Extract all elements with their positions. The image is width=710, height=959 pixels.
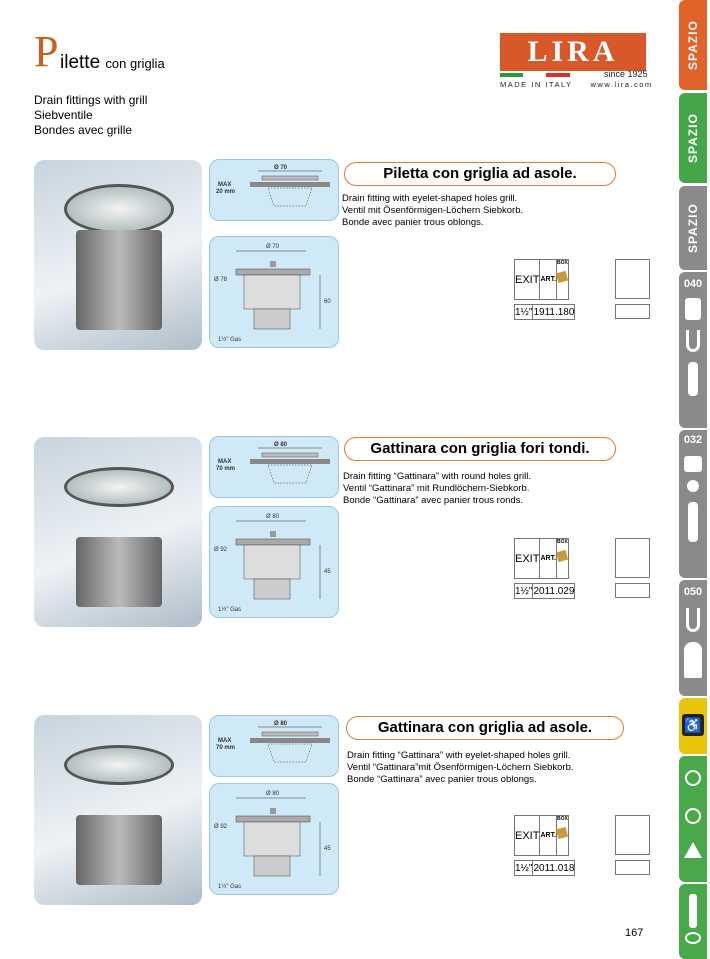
- lira-logo: [500, 33, 652, 93]
- dim-diameter-side: Ø 78: [214, 277, 228, 283]
- dim-height: 45: [324, 569, 331, 575]
- title-initial: P: [34, 27, 59, 76]
- page-title-main: ilette: [60, 52, 101, 73]
- product-title: Piletta con griglia ad asole.: [344, 162, 616, 186]
- dim-gas-thread: 1½" Gas: [218, 607, 242, 613]
- box-label: BOX: [557, 539, 568, 545]
- max-label: MAX: [218, 182, 232, 188]
- page-number: 167: [625, 927, 644, 939]
- product-description: [342, 193, 523, 229]
- desc-fr: Bonde avec panier trous oblongs.: [342, 217, 484, 228]
- bottle-trap-icon: [688, 362, 698, 396]
- install-diagram-svg: [210, 437, 338, 499]
- desc-de: Ventil “Gattinara”mit Ösenförmigen-Löchern Siebkorb.: [347, 762, 574, 773]
- sidebar-code: 040: [683, 278, 703, 290]
- basin-icon: [685, 298, 701, 320]
- install-diagram: [209, 715, 339, 777]
- wheelchair-icon: ♿: [682, 714, 704, 736]
- dim-top-diameter: Ø 70: [274, 165, 288, 171]
- box-header: [557, 539, 569, 579]
- subtitle-de: Siebventile: [34, 108, 93, 122]
- subtitles: [34, 93, 147, 138]
- subtitle-fr: Bondes avec grille: [34, 123, 133, 137]
- cone-icon: [684, 842, 702, 858]
- sidebar-tab-spazio-orange[interactable]: [679, 0, 707, 90]
- drain-photo-grill: [64, 467, 174, 507]
- product-photo: [34, 160, 202, 350]
- dimension-diagram-svg: [210, 237, 338, 349]
- sidebar-section-050[interactable]: [679, 580, 707, 696]
- made-in-italy: MADE IN ITALY: [500, 80, 573, 89]
- qty-header-cell: [615, 538, 650, 578]
- install-diagram: [209, 436, 339, 498]
- qty-cell: [615, 860, 650, 875]
- exit-header: EXIT: [515, 816, 540, 856]
- box-icon: [556, 271, 568, 283]
- sidebar-tab-label: SPAZIO: [686, 203, 700, 253]
- siphon-icon: [686, 608, 700, 632]
- box-label: BOX: [557, 260, 568, 266]
- washbasin-icon: [684, 456, 702, 472]
- sidebar-section-green[interactable]: [679, 756, 707, 882]
- art-number: 2011.029: [533, 585, 575, 597]
- sidebar-section-accessibility[interactable]: [679, 698, 707, 754]
- product-description: [343, 471, 531, 507]
- max-value: 20 mm: [216, 189, 236, 195]
- dim-gas-thread: 1½" Gas: [218, 337, 242, 343]
- exit-header: EXIT: [515, 539, 540, 579]
- sidebar-section-032[interactable]: [679, 430, 707, 578]
- logo-website: www.lira.com: [590, 80, 653, 89]
- subtitle-en: Drain fittings with grill: [34, 93, 148, 107]
- siphon-icon: [686, 330, 700, 352]
- box-header: [557, 816, 569, 856]
- sidebar-tab-label: SPAZIO: [686, 20, 700, 70]
- coupling-icon: [685, 932, 701, 944]
- install-diagram: [209, 159, 339, 221]
- drain-photo-grill: [64, 745, 174, 785]
- box-header: [557, 260, 569, 300]
- desc-en: Drain fitting “Gattinara” with round holes grill.: [343, 471, 531, 482]
- sidebar-tab-label: SPAZIO: [686, 113, 700, 163]
- product-title: Gattinara con griglia fori tondi.: [344, 437, 616, 461]
- exit-value: 1½": [515, 862, 533, 874]
- art-number: 2011.018: [533, 862, 575, 874]
- dim-diameter-side: Ø 92: [214, 547, 228, 553]
- page-title-small: con griglia: [105, 56, 165, 71]
- italian-flag-stripe: [500, 73, 570, 77]
- product-photo: [34, 437, 202, 627]
- dimension-diagram-svg: [210, 507, 338, 619]
- drain-photo-grill: [64, 184, 174, 234]
- qty-header-cell: [615, 259, 650, 299]
- sidebar-section-040[interactable]: [679, 272, 707, 428]
- exit-value: 1½": [515, 306, 533, 318]
- art-header: ART.: [540, 816, 557, 856]
- dimension-diagram-svg: [210, 784, 338, 896]
- dim-diameter-side: Ø 92: [214, 824, 228, 830]
- logo-since: since 1925: [604, 69, 648, 79]
- bottle-trap-icon: [688, 502, 698, 542]
- drain-photo-body: [76, 537, 162, 607]
- exit-header: EXIT: [515, 260, 540, 300]
- dimension-diagram: [209, 506, 339, 618]
- max-value: 70 mm: [216, 745, 236, 751]
- page-title: [60, 52, 165, 74]
- qty-cell: [615, 304, 650, 319]
- sidebar-code: 032: [683, 434, 703, 446]
- install-diagram-svg: [210, 160, 338, 222]
- box-icon: [556, 827, 568, 839]
- drain-grill-icon: [685, 770, 701, 786]
- product-description: [347, 750, 574, 786]
- desc-fr: Bonde “Gattinara” avec panier trous oblongs.: [347, 774, 537, 785]
- drain-photo-body: [76, 815, 162, 885]
- sidebar-code: 050: [683, 586, 703, 598]
- desc-de: Ventil “Gattinara” mit Rundlöchern-Siebkorb.: [343, 483, 530, 494]
- desc-en: Drain fitting “Gattinara” with eyelet-shaped holes grill.: [347, 750, 571, 761]
- drain-icon: [687, 480, 699, 492]
- dim-gas-thread: 1½" Gas: [218, 884, 242, 890]
- sidebar-tab-spazio-green[interactable]: [679, 93, 707, 183]
- art-header: ART.: [540, 539, 557, 579]
- max-value: 70 mm: [216, 466, 236, 472]
- product-photo: [34, 715, 202, 905]
- art-header: ART.: [540, 260, 557, 300]
- valve-icon: [689, 894, 697, 928]
- art-number: 1911.180: [533, 306, 575, 318]
- dimension-diagram: [209, 236, 339, 348]
- box-icon: [556, 550, 568, 562]
- dim-top-diameter: Ø 80: [274, 721, 288, 727]
- qty-header-cell: [615, 815, 650, 855]
- chef-icon: [684, 642, 702, 678]
- logo-footer: [500, 80, 653, 89]
- exit-value: 1½": [515, 585, 533, 597]
- dim-height: 60: [324, 299, 331, 305]
- max-label: MAX: [218, 738, 232, 744]
- desc-fr: Bonde “Gattinara” avec panier trous ronds.: [343, 495, 524, 506]
- qty-cell: [615, 583, 650, 598]
- box-label: BOX: [557, 816, 568, 822]
- sidebar-section-valve[interactable]: [679, 884, 707, 959]
- drain-grill-icon: [685, 808, 701, 824]
- desc-de: Ventil mit Ösenförmigen-Löchern Siebkorb.: [342, 205, 524, 216]
- dim-diameter-top: Ø 80: [266, 514, 280, 520]
- drain-photo-body: [76, 230, 162, 330]
- desc-en: Drain fitting with eyelet-shaped holes grill.: [342, 193, 518, 204]
- max-label: MAX: [218, 459, 232, 465]
- product-title: Gattinara con griglia ad asole.: [346, 716, 624, 740]
- logo-brand: LIRA: [500, 33, 646, 71]
- sidebar-tab-spazio-gray[interactable]: [679, 186, 707, 270]
- dimension-diagram: [209, 783, 339, 895]
- dim-top-diameter: Ø 80: [274, 442, 288, 448]
- install-diagram-svg: [210, 716, 338, 778]
- dim-diameter-top: Ø 70: [266, 244, 280, 250]
- dim-height: 45: [324, 846, 331, 852]
- dim-diameter-top: Ø 80: [266, 791, 280, 797]
